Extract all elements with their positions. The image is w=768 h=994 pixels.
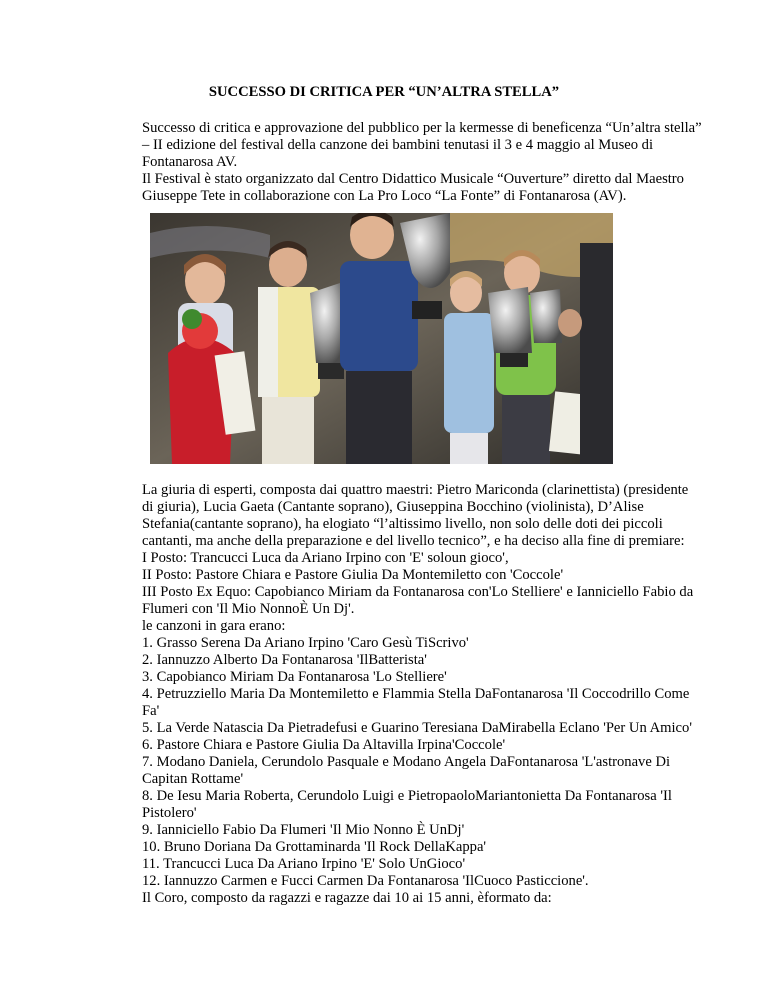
list-item: 10. Bruno Doriana Da Grottaminarda 'Il Rock DellaKappa' [142,839,487,855]
intro-line: Il Festival è stato organizzato dal Centro Didattico Musicale “Ouverture” diretto dal Maestro Giuseppe Tete in collaborazione con La Pro Loco “La Fonte” di Fontanarosa (AV). [142,171,684,204]
choir-text: Il Coro, composto da ragazzi e ragazze dai 10 ai 15 anni, èformato da: [142,890,552,906]
list-item: 8. De Iesu Maria Roberta, Cerundolo Luigi e PietropaoloMariantonietta Da Fontanarosa 'Il Pistolero' [142,788,672,821]
jury-paragraph [142,482,702,618]
list-item: 7. Modano Daniela, Cerundolo Pasquale e Modano Angela DaFontanarosa 'L'astronave Di Capitan Rottame' [142,754,671,787]
list-item: 12. Iannuzzo Carmen e Fucci Carmen Da Fontanarosa 'IlCuoco Pasticcione'. [142,873,589,889]
list-item: 4. Petruzziello Maria Da Montemiletto e Flammia Stella DaFontanarosa 'Il Coccodrillo Come Fa' [142,686,690,719]
list-item: 9. Ianniciello Fabio Da Flumeri 'Il Mio Nonno È UnDj' [142,822,465,838]
list-item: 1. Grasso Serena Da Ariano Irpino 'Caro Gesù TiScrivo' [142,635,469,651]
intro-line: Successo di critica e approvazione del pubblico per la kermesse di beneficenza “Un’altra stella” – II edizione del festival della canzone dei bambini tenutasi il 3 e 4 maggio al Museo di Fontanarosa AV. [142,120,702,170]
award-first: I Posto: Trancucci Luca da Ariano Irpino con 'E' soloun gioco', [142,550,509,566]
award-second: II Posto: Pastore Chiara e Pastore Giulia Da Montemiletto con 'Coccole' [142,567,564,583]
list-item: 11. Trancucci Luca Da Ariano Irpino 'E' Solo UnGioco' [142,856,466,872]
jury-text: La giuria di esperti, composta dai quattro maestri: Pietro Mariconda (clarinettista) (presidente di giuria), Lucia Gaeta (Cantante soprano), Giuseppina Bocchino (violinista), D’Alise Stefania(cantante soprano), ha elogiato “l’altissimo livello, non solo delle doti dei piccoli cantanti, ma anche della preparazione e del livello tecnico”, e ha deciso alla fine di premiare: [142,482,689,549]
award-photo [150,213,613,464]
songs-list [142,618,702,907]
list-item: 6. Pastore Chiara e Pastore Giulia Da Altavilla Irpina'Coccole' [142,737,506,753]
intro-paragraph [142,120,702,205]
award-third: III Posto Ex Equo: Capobianco Miriam da Fontanarosa con'Lo Stelliere' e Ianniciello Fabio da Flumeri con 'Il Mio NonnoÈ Un Dj'. [142,584,694,617]
list-item: 3. Capobianco Miriam Da Fontanarosa 'Lo Stelliere' [142,669,447,685]
songs-intro: le canzoni in gara erano: [142,618,286,634]
list-item: 2. Iannuzzo Alberto Da Fontanarosa 'IlBatterista' [142,652,427,668]
list-item: 5. La Verde Natascia Da Pietradefusi e Guarino Teresiana DaMirabella Eclano 'Per Un Amico' [142,720,692,736]
article-title: SUCCESSO DI CRITICA PER “UN’ALTRA STELLA” [208,84,560,100]
